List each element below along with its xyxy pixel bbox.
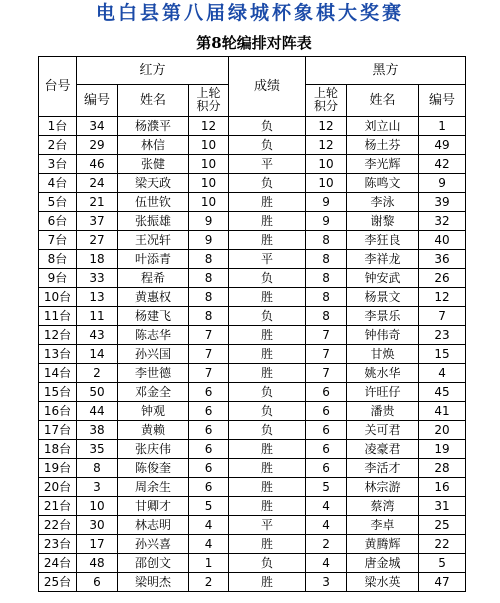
black-name-cell: 李活才: [347, 459, 419, 478]
red-id-cell: 17: [77, 535, 118, 554]
black-id-cell: 31: [419, 497, 466, 516]
table-row: [39, 155, 466, 174]
black-id-cell: 7: [419, 307, 466, 326]
red-prev-score-cell: 1: [189, 554, 229, 573]
red-prev-score-cell: 6: [189, 421, 229, 440]
header-black-prev-score: [306, 85, 347, 117]
black-name-cell: 李祥龙: [347, 250, 419, 269]
table-no-cell: 7台: [39, 231, 77, 250]
table-row: [39, 193, 466, 212]
table-row: [39, 459, 466, 478]
red-prev-score-cell: 2: [189, 573, 229, 592]
table-no-cell: 2台: [39, 136, 77, 155]
red-id-cell: 27: [77, 231, 118, 250]
black-id-cell: 1: [419, 117, 466, 136]
table-no-cell: 17台: [39, 421, 77, 440]
table-row: [39, 345, 466, 364]
result-cell: 胜: [229, 478, 306, 497]
red-name-cell: 陈志华: [118, 326, 189, 345]
table-no-cell: 1台: [39, 117, 77, 136]
table-no-cell: 25台: [39, 573, 77, 592]
table-no-cell: 14台: [39, 364, 77, 383]
red-prev-score-cell: 7: [189, 326, 229, 345]
black-prev-score-cell: 12: [306, 136, 347, 155]
red-prev-score-cell: 9: [189, 212, 229, 231]
table-row: [39, 573, 466, 592]
table-row: [39, 326, 466, 345]
black-name-cell: 李狂良: [347, 231, 419, 250]
red-id-cell: 13: [77, 288, 118, 307]
black-prev-score-cell: 10: [306, 174, 347, 193]
table-row: [39, 554, 466, 573]
red-name-cell: 陈俊奎: [118, 459, 189, 478]
black-id-cell: 49: [419, 136, 466, 155]
table-no-cell: 22台: [39, 516, 77, 535]
black-prev-score-cell: 9: [306, 212, 347, 231]
black-prev-score-cell: 6: [306, 402, 347, 421]
header-red-id: 编号: [77, 85, 118, 117]
black-name-cell: 陈鸣文: [347, 174, 419, 193]
table-no-cell: 21台: [39, 497, 77, 516]
result-cell: 胜: [229, 231, 306, 250]
black-id-cell: 32: [419, 212, 466, 231]
red-id-cell: 35: [77, 440, 118, 459]
table-no-cell: 13台: [39, 345, 77, 364]
black-prev-score-cell: 6: [306, 383, 347, 402]
black-id-cell: 4: [419, 364, 466, 383]
black-id-cell: 22: [419, 535, 466, 554]
black-id-cell: 28: [419, 459, 466, 478]
black-id-cell: 26: [419, 269, 466, 288]
red-prev-score-cell: 6: [189, 478, 229, 497]
red-prev-score-cell: 10: [189, 174, 229, 193]
black-prev-score-cell: 4: [306, 554, 347, 573]
red-prev-score-cell: 10: [189, 136, 229, 155]
red-id-cell: 50: [77, 383, 118, 402]
red-prev-score-cell: 6: [189, 459, 229, 478]
black-id-cell: 23: [419, 326, 466, 345]
result-cell: 平: [229, 250, 306, 269]
red-id-cell: 21: [77, 193, 118, 212]
black-prev-score-cell: 8: [306, 250, 347, 269]
red-prev-score-cell: 5: [189, 497, 229, 516]
black-prev-score-cell: 8: [306, 307, 347, 326]
red-name-cell: 程希: [118, 269, 189, 288]
table-row: [39, 478, 466, 497]
result-cell: 负: [229, 383, 306, 402]
red-name-cell: 张振雄: [118, 212, 189, 231]
red-id-cell: 30: [77, 516, 118, 535]
red-id-cell: 33: [77, 269, 118, 288]
black-name-cell: 刘立山: [347, 117, 419, 136]
black-prev-score-cell: 4: [306, 516, 347, 535]
result-cell: 负: [229, 174, 306, 193]
black-name-cell: 姚水华: [347, 364, 419, 383]
result-cell: 胜: [229, 345, 306, 364]
black-id-cell: 45: [419, 383, 466, 402]
table-row: [39, 440, 466, 459]
red-id-cell: 14: [77, 345, 118, 364]
black-name-cell: 钟伟奇: [347, 326, 419, 345]
black-prev-score-cell: 2: [306, 535, 347, 554]
black-id-cell: 41: [419, 402, 466, 421]
table-no-cell: 8台: [39, 250, 77, 269]
red-prev-score-cell: 7: [189, 345, 229, 364]
red-name-cell: 张庆伟: [118, 440, 189, 459]
table-no-cell: 16台: [39, 402, 77, 421]
result-cell: 胜: [229, 459, 306, 478]
black-name-cell: 谢黎: [347, 212, 419, 231]
red-prev-score-cell: 8: [189, 250, 229, 269]
black-name-cell: 潘贵: [347, 402, 419, 421]
red-id-cell: 6: [77, 573, 118, 592]
page-subtitle: 第8轮编排对阵表: [196, 34, 312, 52]
table-row: [39, 383, 466, 402]
black-id-cell: 19: [419, 440, 466, 459]
red-name-cell: 王况轩: [118, 231, 189, 250]
black-name-cell: 钟安武: [347, 269, 419, 288]
result-cell: 胜: [229, 535, 306, 554]
table-row: [39, 516, 466, 535]
black-prev-score-cell: 6: [306, 440, 347, 459]
result-cell: 负: [229, 421, 306, 440]
table-no-cell: 19台: [39, 459, 77, 478]
red-prev-score-cell: 8: [189, 307, 229, 326]
red-name-cell: 杨建飞: [118, 307, 189, 326]
black-id-cell: 42: [419, 155, 466, 174]
black-prev-score-cell: 8: [306, 231, 347, 250]
black-id-cell: 47: [419, 573, 466, 592]
table-row: [39, 421, 466, 440]
red-prev-score-cell: 4: [189, 516, 229, 535]
black-id-cell: 20: [419, 421, 466, 440]
header-row-top: [39, 57, 466, 85]
black-prev-score-cell: 4: [306, 497, 347, 516]
black-prev-score-cell: 12: [306, 117, 347, 136]
result-cell: 负: [229, 269, 306, 288]
red-prev-score-cell: 10: [189, 193, 229, 212]
table-no-cell: 10台: [39, 288, 77, 307]
red-prev-score-cell: 8: [189, 269, 229, 288]
header-black-side: 黑方: [306, 57, 466, 85]
table-no-cell: 24台: [39, 554, 77, 573]
black-prev-score-cell: 7: [306, 364, 347, 383]
table-row: [39, 174, 466, 193]
black-name-cell: 李卓: [347, 516, 419, 535]
black-name-cell: 梁水英: [347, 573, 419, 592]
table-no-cell: 18台: [39, 440, 77, 459]
black-id-cell: 39: [419, 193, 466, 212]
black-id-cell: 9: [419, 174, 466, 193]
result-cell: 胜: [229, 212, 306, 231]
red-id-cell: 43: [77, 326, 118, 345]
header-red-side: 红方: [77, 57, 229, 85]
result-cell: 胜: [229, 364, 306, 383]
black-name-cell: 李光辉: [347, 155, 419, 174]
table-row: [39, 212, 466, 231]
table-no-cell: 11台: [39, 307, 77, 326]
black-id-cell: 40: [419, 231, 466, 250]
red-name-cell: 叶添青: [118, 250, 189, 269]
red-prev-score-cell: 6: [189, 440, 229, 459]
red-prev-score-cell: 12: [189, 117, 229, 136]
table-row: [39, 231, 466, 250]
table-row: [39, 117, 466, 136]
black-name-cell: 蔡湾: [347, 497, 419, 516]
black-prev-score-cell: 6: [306, 459, 347, 478]
result-cell: 负: [229, 402, 306, 421]
result-cell: 负: [229, 307, 306, 326]
black-id-cell: 12: [419, 288, 466, 307]
red-name-cell: 邓金全: [118, 383, 189, 402]
black-name-cell: 黄腾辉: [347, 535, 419, 554]
red-name-cell: 梁天政: [118, 174, 189, 193]
red-prev-score-cell: 7: [189, 364, 229, 383]
table-row: [39, 307, 466, 326]
red-name-cell: 林信: [118, 136, 189, 155]
header-black-prev-score-label: 上轮积分: [314, 86, 339, 113]
red-prev-score-cell: 6: [189, 402, 229, 421]
black-name-cell: 李泳: [347, 193, 419, 212]
header-red-prev-score: [189, 85, 229, 117]
page-title: 电白县第八届绿城杯象棋大奖赛: [95, 2, 404, 24]
result-cell: 胜: [229, 193, 306, 212]
red-name-cell: 杨濮平: [118, 117, 189, 136]
table-row: [39, 364, 466, 383]
red-id-cell: 2: [77, 364, 118, 383]
black-name-cell: 杨土芬: [347, 136, 419, 155]
table-row: [39, 250, 466, 269]
result-cell: 平: [229, 155, 306, 174]
black-id-cell: 5: [419, 554, 466, 573]
red-prev-score-cell: 10: [189, 155, 229, 174]
red-id-cell: 46: [77, 155, 118, 174]
red-name-cell: 黄赖: [118, 421, 189, 440]
header-black-id: 编号: [419, 85, 466, 117]
table-body: [39, 57, 466, 592]
red-id-cell: 44: [77, 402, 118, 421]
black-id-cell: 36: [419, 250, 466, 269]
table-row: [39, 535, 466, 554]
red-id-cell: 3: [77, 478, 118, 497]
red-prev-score-cell: 8: [189, 288, 229, 307]
black-prev-score-cell: 9: [306, 193, 347, 212]
table-no-cell: 23台: [39, 535, 77, 554]
red-id-cell: 24: [77, 174, 118, 193]
red-name-cell: 孙兴喜: [118, 535, 189, 554]
red-name-cell: 周余生: [118, 478, 189, 497]
black-name-cell: 唐金城: [347, 554, 419, 573]
red-id-cell: 10: [77, 497, 118, 516]
black-id-cell: 25: [419, 516, 466, 535]
header-red-name: 姓名: [118, 85, 189, 117]
red-id-cell: 34: [77, 117, 118, 136]
header-result: 成绩: [229, 57, 306, 117]
red-name-cell: 孙兴国: [118, 345, 189, 364]
red-id-cell: 37: [77, 212, 118, 231]
red-id-cell: 18: [77, 250, 118, 269]
table-no-cell: 20台: [39, 478, 77, 497]
black-prev-score-cell: 10: [306, 155, 347, 174]
red-name-cell: 张健: [118, 155, 189, 174]
red-name-cell: 甘卿才: [118, 497, 189, 516]
table-row: [39, 288, 466, 307]
result-cell: 负: [229, 554, 306, 573]
red-name-cell: 邵创文: [118, 554, 189, 573]
black-prev-score-cell: 8: [306, 288, 347, 307]
black-prev-score-cell: 3: [306, 573, 347, 592]
result-cell: 胜: [229, 440, 306, 459]
red-id-cell: 48: [77, 554, 118, 573]
table-no-cell: 12台: [39, 326, 77, 345]
header-black-name: 姓名: [347, 85, 419, 117]
result-cell: 负: [229, 136, 306, 155]
red-prev-score-cell: 9: [189, 231, 229, 250]
black-name-cell: 甘焕: [347, 345, 419, 364]
red-id-cell: 29: [77, 136, 118, 155]
black-name-cell: 杨景文: [347, 288, 419, 307]
black-id-cell: 16: [419, 478, 466, 497]
black-prev-score-cell: 8: [306, 269, 347, 288]
table-row: [39, 497, 466, 516]
red-prev-score-cell: 4: [189, 535, 229, 554]
red-name-cell: 林志明: [118, 516, 189, 535]
red-name-cell: 李世德: [118, 364, 189, 383]
black-name-cell: 关可君: [347, 421, 419, 440]
black-name-cell: 许旺仔: [347, 383, 419, 402]
header-table-no: 台号: [39, 57, 77, 117]
red-name-cell: 伍世钦: [118, 193, 189, 212]
result-cell: 胜: [229, 497, 306, 516]
table-no-cell: 6台: [39, 212, 77, 231]
result-cell: 胜: [229, 573, 306, 592]
black-id-cell: 15: [419, 345, 466, 364]
red-id-cell: 38: [77, 421, 118, 440]
red-name-cell: 梁明杰: [118, 573, 189, 592]
black-name-cell: 李景乐: [347, 307, 419, 326]
result-cell: 胜: [229, 288, 306, 307]
table-row: [39, 136, 466, 155]
table-row: [39, 269, 466, 288]
table-no-cell: 3台: [39, 155, 77, 174]
red-prev-score-cell: 6: [189, 383, 229, 402]
result-cell: 胜: [229, 326, 306, 345]
table-row: [39, 402, 466, 421]
table-no-cell: 4台: [39, 174, 77, 193]
red-id-cell: 8: [77, 459, 118, 478]
table-no-cell: 9台: [39, 269, 77, 288]
black-prev-score-cell: 5: [306, 478, 347, 497]
table-no-cell: 15台: [39, 383, 77, 402]
header-red-prev-score-label: 上轮积分: [196, 86, 221, 113]
black-name-cell: 凌豪君: [347, 440, 419, 459]
black-name-cell: 林宗游: [347, 478, 419, 497]
pairing-table: [38, 56, 466, 592]
black-prev-score-cell: 7: [306, 326, 347, 345]
red-name-cell: 钟观: [118, 402, 189, 421]
result-cell: 平: [229, 516, 306, 535]
black-prev-score-cell: 7: [306, 345, 347, 364]
red-id-cell: 11: [77, 307, 118, 326]
black-prev-score-cell: 6: [306, 421, 347, 440]
red-name-cell: 黄惠权: [118, 288, 189, 307]
table-no-cell: 5台: [39, 193, 77, 212]
result-cell: 负: [229, 117, 306, 136]
